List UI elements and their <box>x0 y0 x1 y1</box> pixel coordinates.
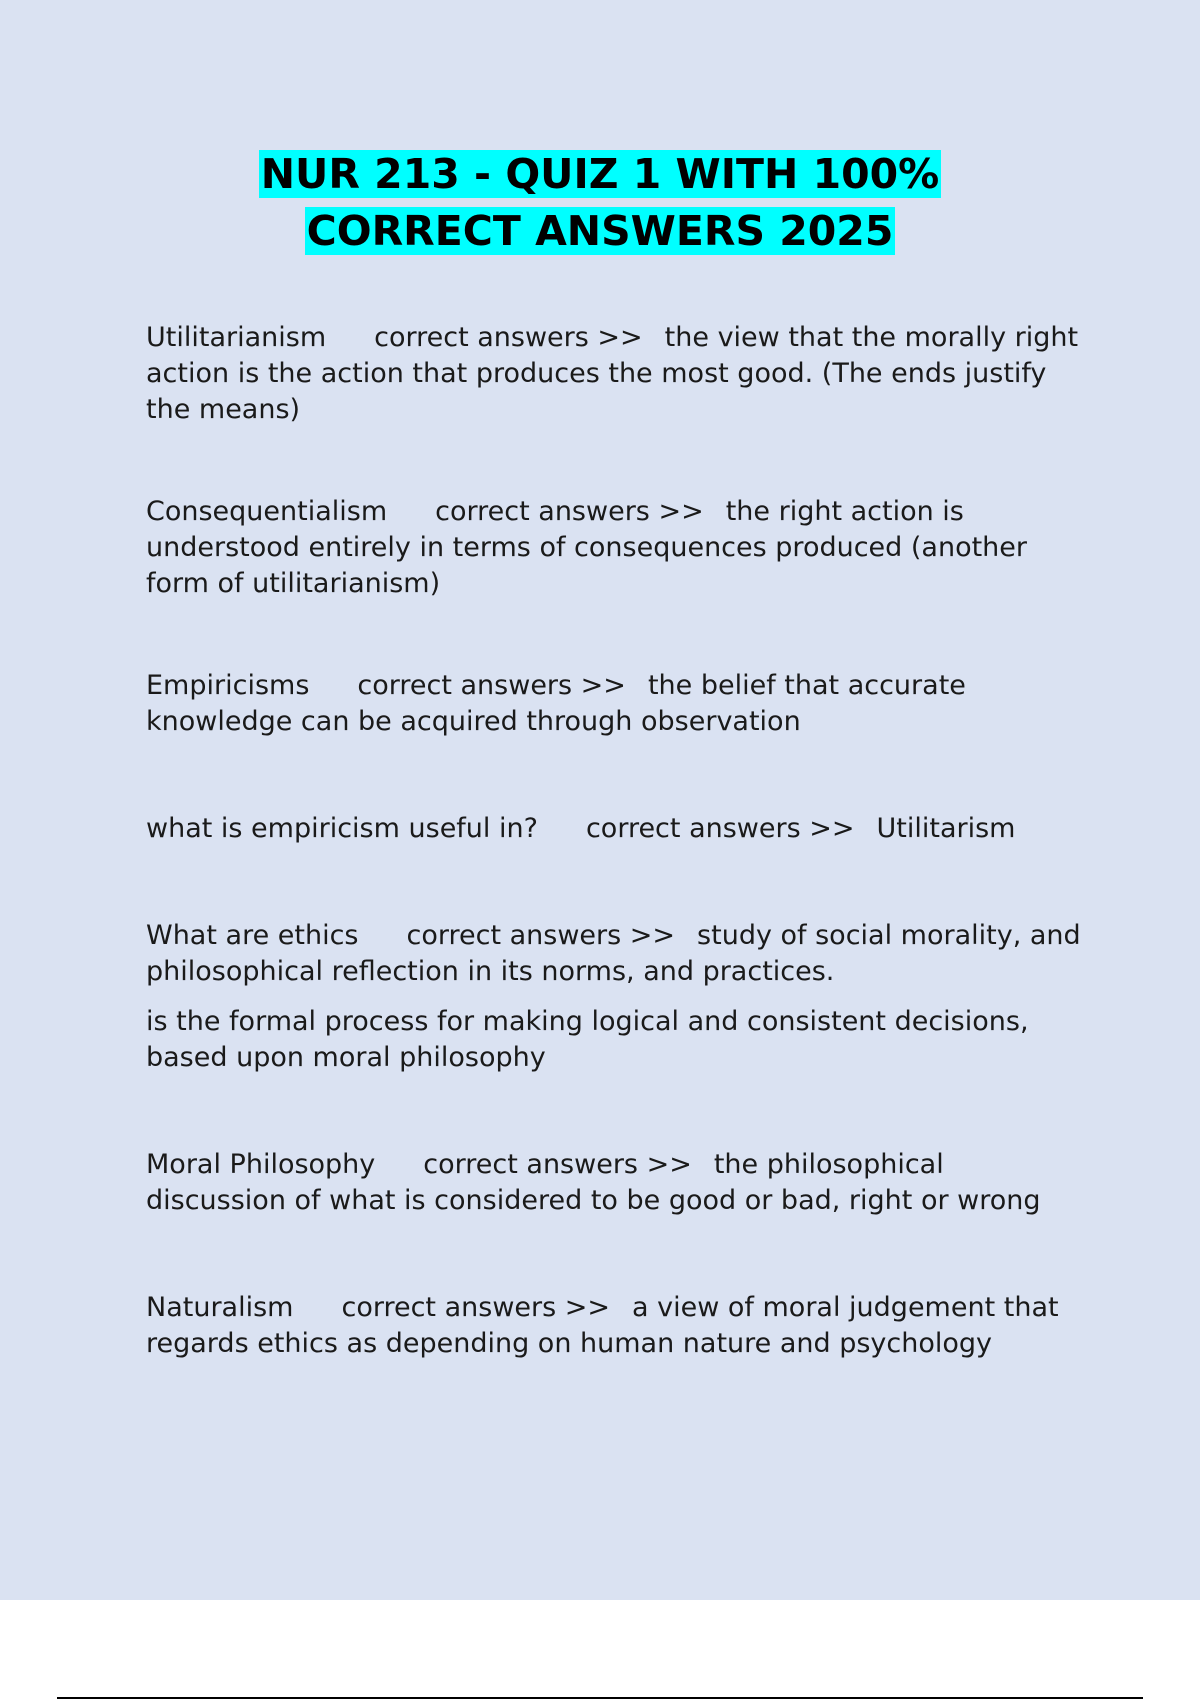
qa-item <box>146 918 1086 990</box>
qa-list <box>146 320 1086 1362</box>
qa-term: what is empiricism useful in? <box>146 813 538 844</box>
qa-separator: correct answers >> <box>585 813 855 844</box>
qa-separator: correct answers >> <box>357 670 626 701</box>
qa-term: Utilitarianism <box>146 322 327 353</box>
qa-separator: correct answers >> <box>423 1149 692 1180</box>
qa-term: Moral Philosophy <box>146 1149 376 1180</box>
qa-term: Naturalism <box>146 1292 294 1323</box>
qa-extra-paragraph: is the formal process for making logical and consistent decisions, based upon moral philosophy <box>146 1006 1029 1073</box>
qa-item <box>146 494 1086 602</box>
title-line-2: CORRECT ANSWERS 2025 <box>306 207 894 255</box>
qa-item <box>146 320 1086 428</box>
qa-separator: correct answers >> <box>341 1292 611 1323</box>
qa-answer: Utilitarism <box>876 813 1016 844</box>
qa-term: What are ethics <box>146 920 359 951</box>
qa-item <box>146 1290 1086 1362</box>
document-title <box>0 146 1200 260</box>
qa-answer: study of social morality, and philosophical reflection in its norms, and practices. <box>146 920 1081 987</box>
qa-item <box>146 1147 1086 1219</box>
qa-item <box>146 668 1086 740</box>
qa-term: Consequentialism <box>146 496 388 527</box>
qa-answer: a view of moral judgement that regards ethics as depending on human nature and psychology <box>146 1292 1059 1359</box>
title-line-1: NUR 213 - QUIZ 1 WITH 100% <box>260 150 940 198</box>
qa-item <box>146 811 1086 847</box>
qa-separator: correct answers >> <box>406 920 676 951</box>
qa-answer: the philosophical discussion of what is considered to be good or bad, right or wrong <box>146 1149 1041 1216</box>
qa-separator: correct answers >> <box>374 322 643 353</box>
qa-answer: the view that the morally right action is the action that produces the most good. (The ends justify the means) <box>146 322 1079 425</box>
qa-term: Empiricisms <box>146 670 310 701</box>
qa-answer: the right action is understood entirely in terms of consequences produced (another form of utilitarianism) <box>146 496 1028 599</box>
qa-answer: the belief that accurate knowledge can be acquired through observation <box>146 670 966 737</box>
footer-rule <box>57 1697 1143 1699</box>
qa-separator: correct answers >> <box>435 496 704 527</box>
